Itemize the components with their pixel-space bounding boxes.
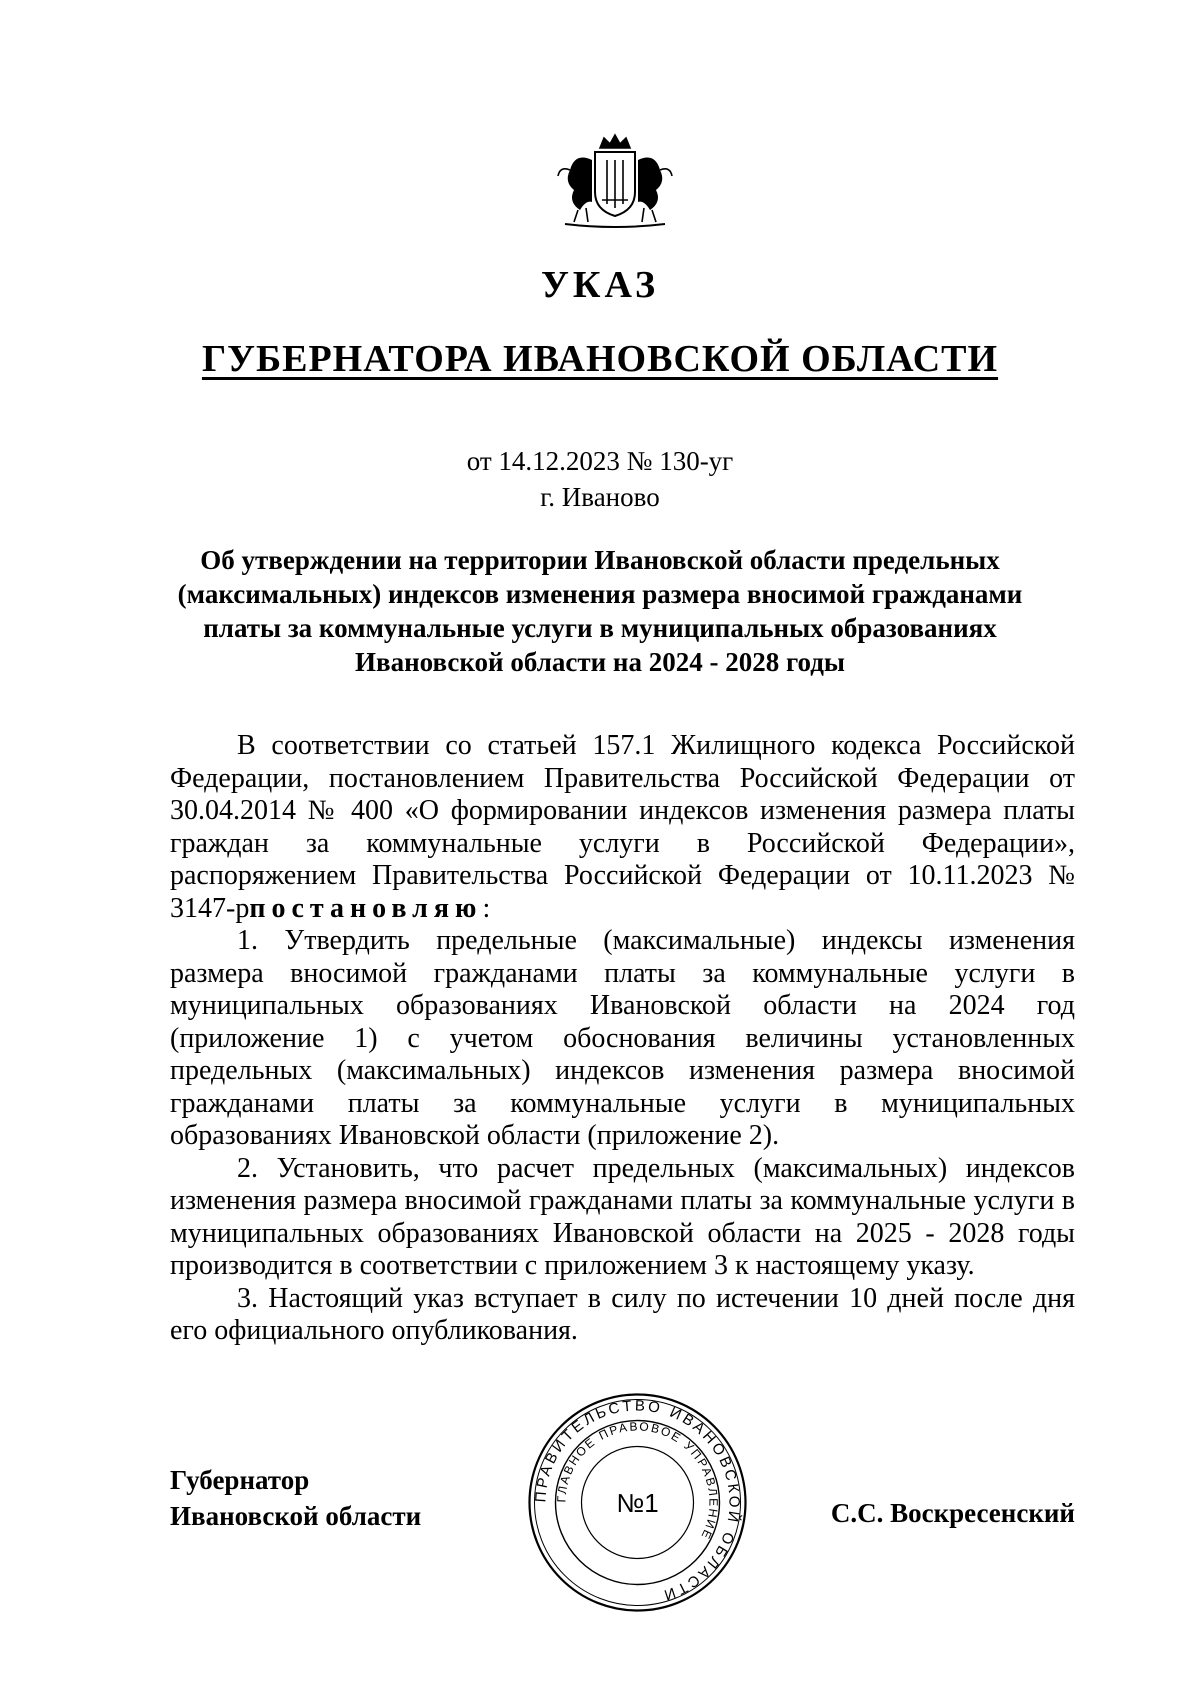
coat-of-arms-icon xyxy=(550,130,680,230)
decree-keyword: постановляю xyxy=(249,892,483,924)
preamble-text: В соответствии со статьей 157.1 Жилищного кодекса Российской Федерации, постановлением Правительства Российской Федерации от 30.04.2014 № 400 «О формировании индексов изменения размера платы граждан за коммунальные услуги в Российской Федерации», распоряжением Правительства Российской Федерации от 10.11.2023 № 3147-р xyxy=(170,730,1075,924)
document-type-title: УКАЗ xyxy=(541,264,659,306)
decree-body xyxy=(170,730,1075,1348)
date-number-line: от 14.12.2023 № 130-уг xyxy=(466,446,734,476)
decree-subject: Об утверждении на территории Ивановской области предельных (максимальных) индексов изменения размера вносимой гражданами платы за коммунальные услуги в муниципальных образованиях Ивановской области на 2024 - 2028 годы xyxy=(177,545,1023,677)
issuer-title-text: ГУБЕРНАТОРА ИВАНОВСКОЙ ОБЛАСТИ xyxy=(201,338,999,380)
list-item: 2. Установить, что расчет предельных (максимальных) индексов изменения размера вносимой гражданами платы за коммунальные услуги в муниципальных образованиях Ивановской области на 2025 - 2028 годы производится в соответствии с приложением 3 к настоящему указу. xyxy=(170,1152,1075,1281)
issuer-title xyxy=(0,337,1200,381)
preamble-paragraph xyxy=(170,730,1075,925)
official-seal xyxy=(525,1390,750,1615)
position-line-2: Ивановской области xyxy=(170,1501,422,1531)
list-item: 1. Утвердить предельные (максимальные) индексы изменения размера вносимой гражданами платы за коммунальные услуги в муниципальных образованиях Ивановской области на 2024 год (приложение 1) с учетом обоснования величины установленных предельных (максимальных) индексов изменения размера вносимой гражданами платы за коммунальные услуги в муниципальных образованиях Ивановской области (приложение 2). xyxy=(170,925,1075,1151)
seal-outer-text: ПРАВИТЕЛЬСТВО ИВАНОВСКОЙ ОБЛАСТИ xyxy=(532,1397,743,1605)
decree-colon: : xyxy=(482,892,491,924)
position-line-1: Губернатор xyxy=(170,1465,310,1495)
signatory-position xyxy=(170,1462,421,1534)
seal-number: №1 xyxy=(616,1488,659,1518)
city-line: г. Иваново xyxy=(540,482,660,512)
list-item: 3. Настоящий указ вступает в силу по истечении 10 дней после дня его официального опубликования. xyxy=(170,1282,1075,1346)
signatory-name: С.С. Воскресенский xyxy=(830,1498,1075,1528)
svg-text:ГЛАВНОЕ ПРАВОВОЕ УПРАВЛЕНИЕ xyxy=(554,1419,720,1542)
seal-inner-text: ГЛАВНОЕ ПРАВОВОЕ УПРАВЛЕНИЕ xyxy=(554,1419,721,1543)
